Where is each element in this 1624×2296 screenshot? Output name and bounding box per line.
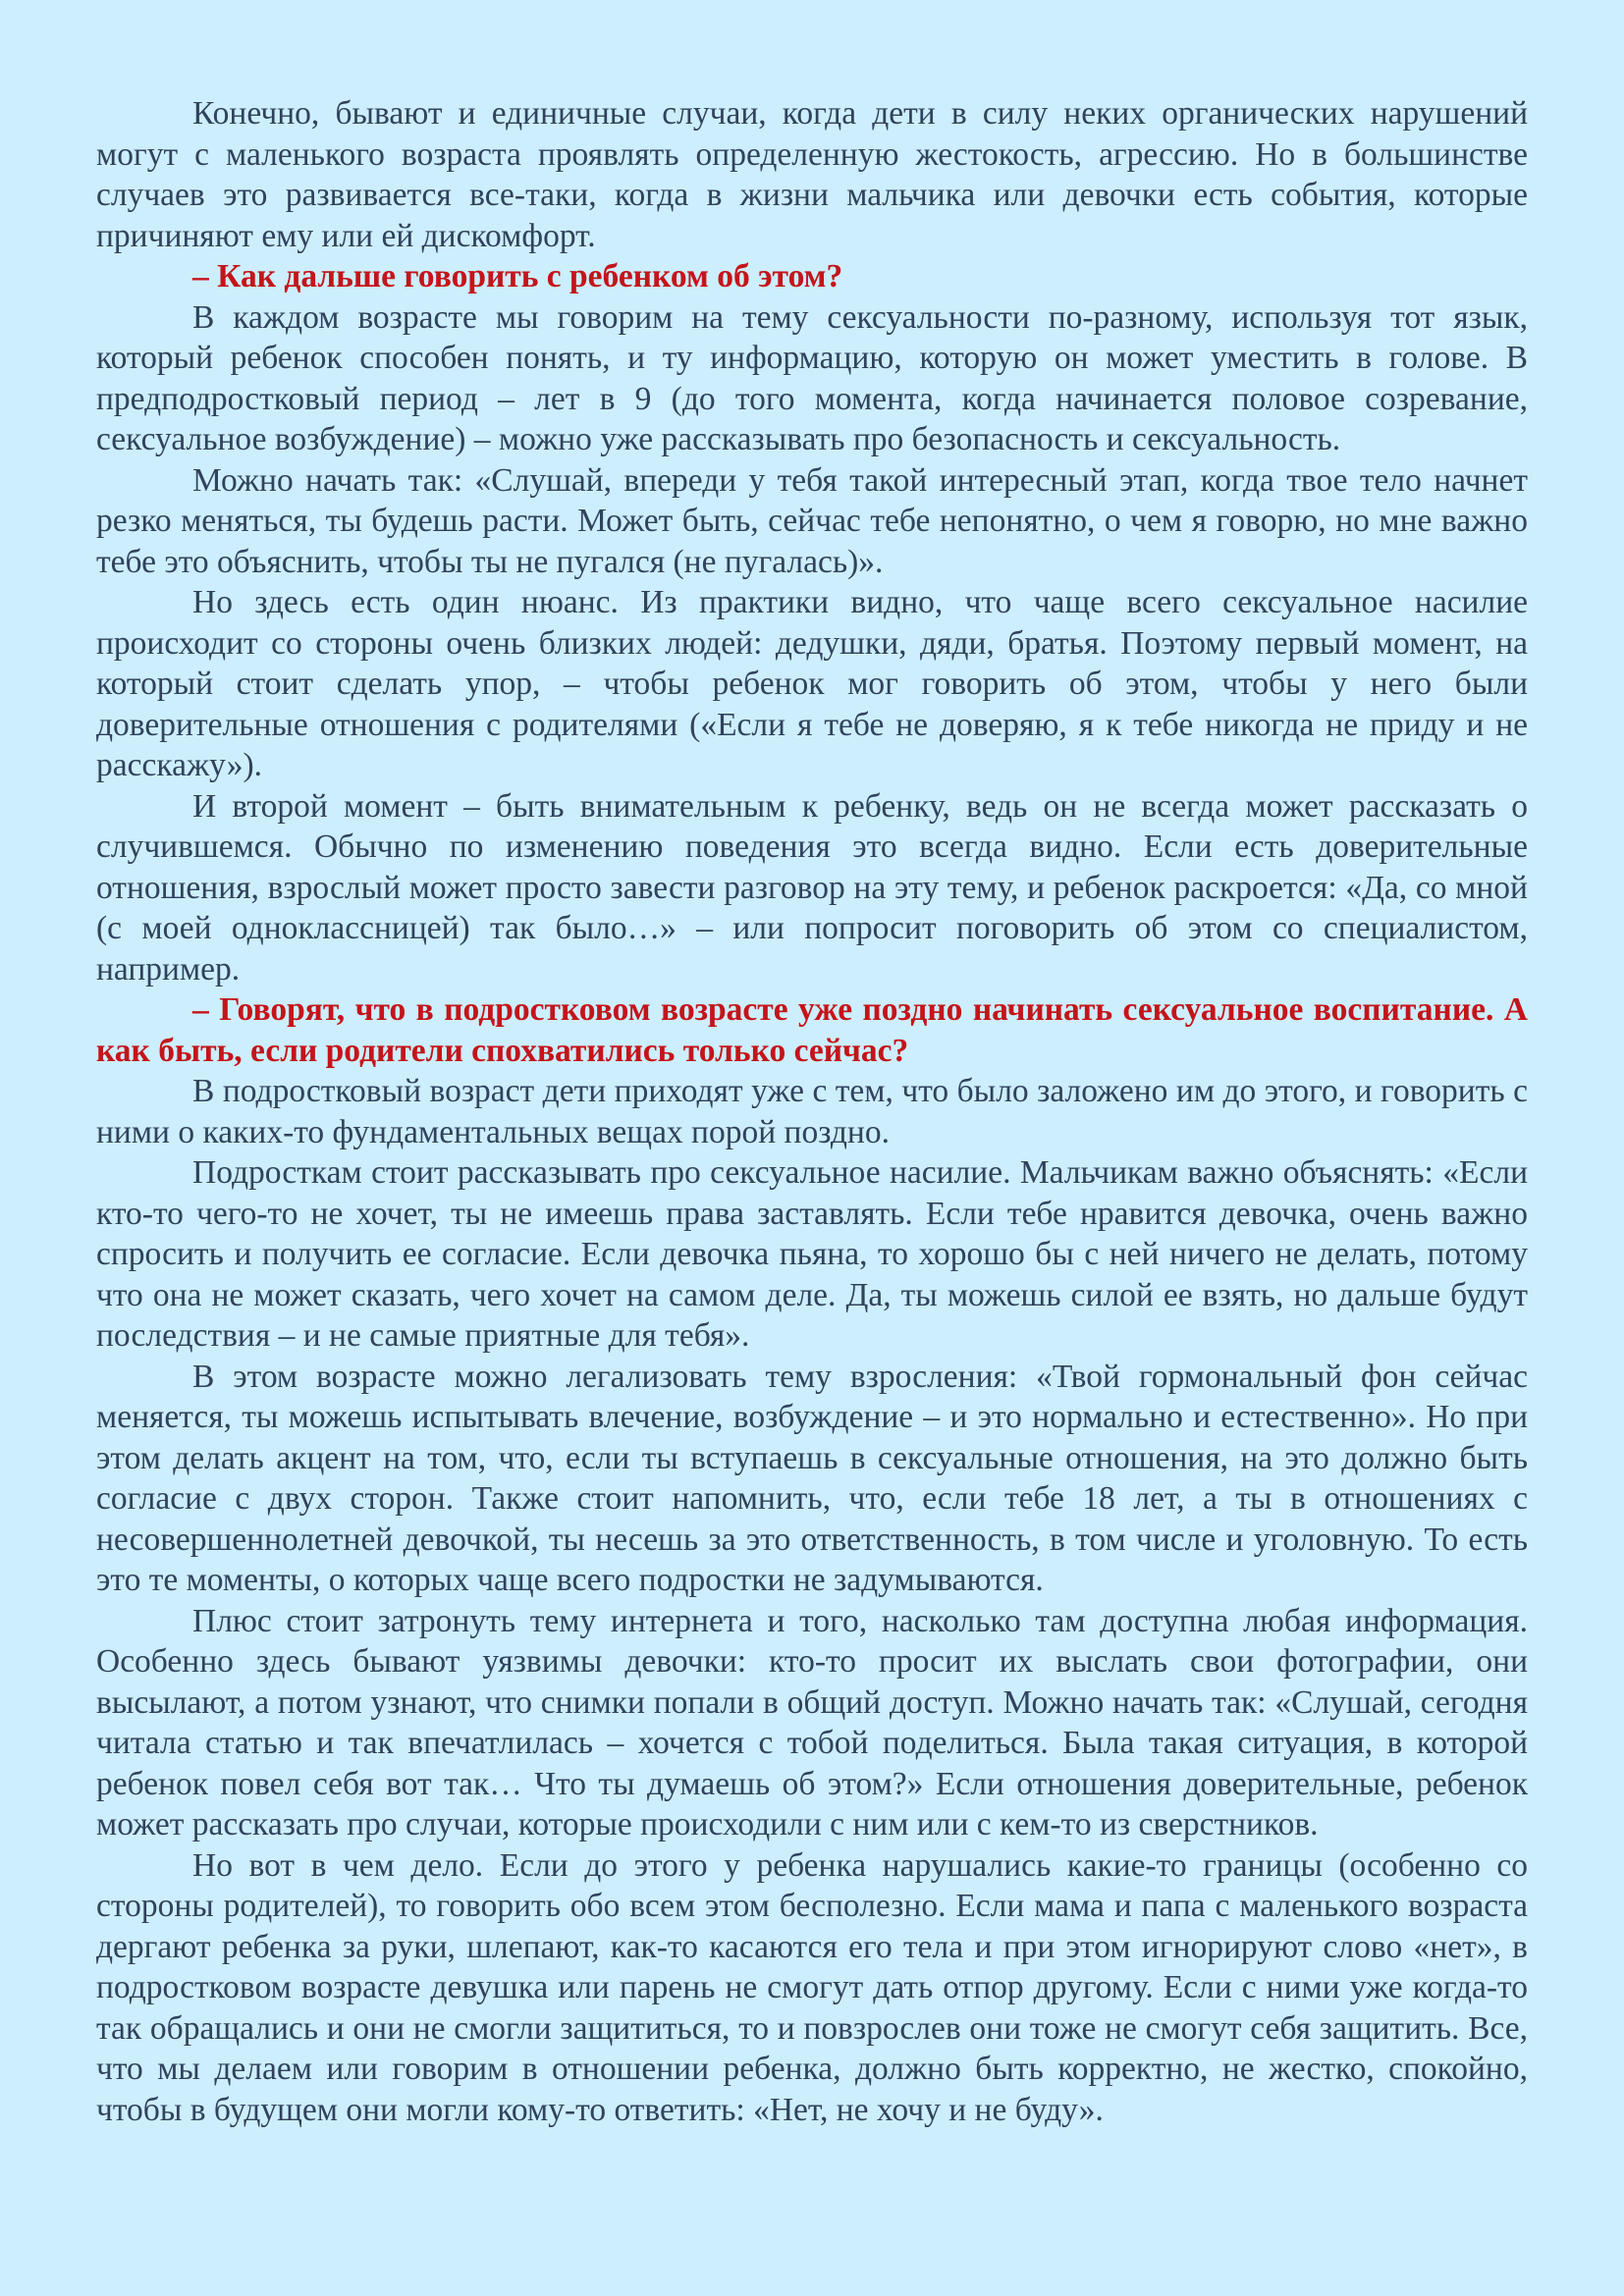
article-body bbox=[96, 93, 1528, 2130]
paragraph-teen-foundation: В подростковый возраст дети приходят уже с тем, что было заложено им до этого, и говорить с ними о каких-то фундаментальных вещах порой поздно. bbox=[96, 1073, 1528, 1150]
paragraph-consent: Подросткам стоит рассказывать про сексуальное насилие. Мальчикам важно объяснять: «Если кто-то чего-то не хочет, ты не имеешь права заставлять. Если тебе нравится девочка, очень важно спросить и получить ее согласие. Если девочка пьяна, то хорошо бы с ней ничего не делать, потому что она не может сказать, чего хочет на самом деле. Да, ты можешь силой ее взять, но дальше будут последствия – и не самые приятные для тебя». bbox=[96, 1154, 1528, 1354]
question-heading-how-to-talk: – Как дальше говорить с ребенком об этом? bbox=[192, 258, 843, 294]
question-heading-teen-age: – Говорят, что в подростковом возрасте уже поздно начинать сексуальное воспитание. А как быть, если родители спохватились только сейчас? bbox=[96, 991, 1528, 1069]
paragraph-internet: Плюс стоит затронуть тему интернета и того, насколько там доступна любая информация. Особенно здесь бывают уязвимы девочки: кто-то просит их выслать свои фотографии, они высылают, а потом узнают, что снимки попали в общий доступ. Можно начать так: «Слушай, сегодня читала статью и так впечатлилась – хочется с тобой поделиться. Была такая ситуация, в которой ребенок повел себя вот так… Что ты думаешь об этом?» Если отношения доверительные, ребенок может рассказать про случаи, которые происходили с ним или с кем-то из сверстников. bbox=[96, 1602, 1528, 1842]
paragraph-boundaries: Но вот в чем дело. Если до этого у ребенка нарушались какие-то границы (особенно со стороны родителей), то говорить обо всем этом бесполезно. Если мама и папа с маленького возраста дергают ребенка за руки, шлепают, как-то касаются его тела и при этом игнорируют слово «нет», в подростковом возрасте девушка или парень не смогут дать отпор другому. Если с ними уже когда-то так обращались и они не смогли защититься, то и повзрослев они тоже не смогут себя защитить. Все, что мы делаем или говорим в отношении ребенка, должно быть корректно, не жестко, спокойно, чтобы в будущем они могли кому-то ответить: «Нет, не хочу и не буду». bbox=[96, 1846, 1528, 2128]
paragraph-isolated-cases: Конечно, бывают и единичные случаи, когда дети в силу неких органических нарушений могут с маленького возраста проявлять определенную жестокость, агрессию. Но в большинстве случаев это развивается все-таки, когда в жизни мальчика или девочки есть события, которые причиняют ему или ей дискомфорт. bbox=[96, 95, 1528, 254]
paragraph-growing-up: В этом возрасте можно легализовать тему взросления: «Твой гормональный фон сейчас меняется, ты можешь испытывать влечение, возбуждение – и это нормально и естественно». Но при этом делать акцент на том, что, если ты вступаешь в сексуальные отношения, на это должно быть согласие с двух сторон. Также стоит напомнить, что, если тебе 18 лет, а ты в отношениях с несовершеннолетней девочкой, ты несешь за это ответственность, в том числе и уголовную. То есть это те моменты, о которых чаще всего подростки не задумываются. bbox=[96, 1358, 1528, 1598]
paragraph-start-conversation: Можно начать так: «Слушай, впереди у тебя такой интересный этап, когда твое тело начнет резко меняться, ты будешь расти. Может быть, сейчас тебе непонятно, о чем я говорю, но мне важно тебе это объяснить, чтобы ты не пугался (не пугалась)». bbox=[96, 461, 1528, 580]
paragraph-age-language: В каждом возрасте мы говорим на тему сексуальности по-разному, используя тот язык, который ребенок способен понять, и ту информацию, которую он может уместить в голове. В предподростковый период – лет в 9 (до того момента, когда начинается половое созревание, сексуальное возбуждение) – можно уже рассказывать про безопасность и сексуальность. bbox=[96, 298, 1528, 457]
paragraph-second-moment: И второй момент – быть внимательным к ребенку, ведь он не всегда может рассказать о случившемся. Обычно по изменению поведения это всегда видно. Если есть доверительные отношения, взрослый может просто завести разговор на эту тему, и ребенок раскроется: «Да, со мной (с моей одноклассницей) так было…» – или попросит поговорить об этом со специалистом, например. bbox=[96, 787, 1528, 988]
paragraph-nuance-trust: Но здесь есть один нюанс. Из практики видно, что чаще всего сексуальное насилие происходит со стороны очень близких людей: дедушки, дяди, братья. Поэтому первый момент, на который стоит сделать упор, – чтобы ребенок мог говорить об этом, чтобы у него были доверительные отношения с родителями («Если я тебе не доверяю, я к тебе никогда не приду и не расскажу»). bbox=[96, 584, 1528, 783]
